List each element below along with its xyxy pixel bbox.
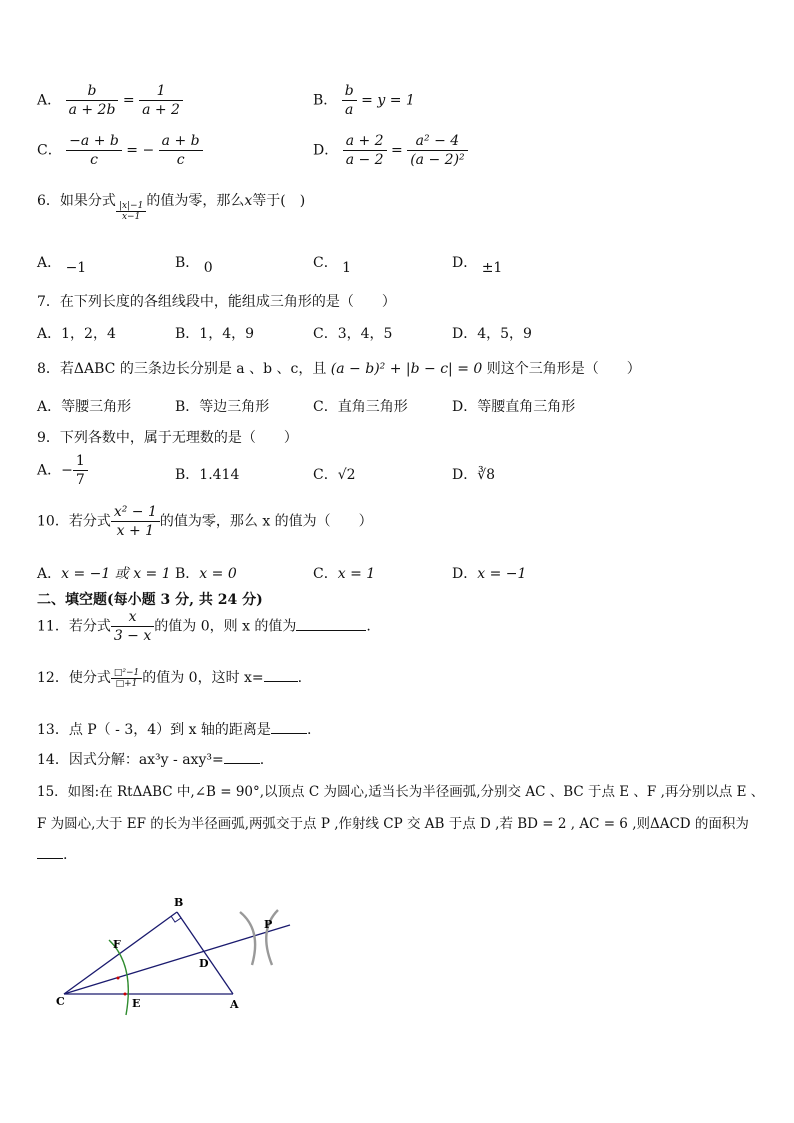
ray-cp <box>64 925 290 994</box>
q9-option-c: C．√2 <box>313 467 356 483</box>
q6-option-b: B． 0 <box>175 255 213 276</box>
q12-stem: 12．使分式 $\frac{\text{□²−1}}{□+1}$ 的值为 0，这时 x= . <box>37 667 303 689</box>
fraction: $\frac{\text{□²−1}}{□+1}$ <box>111 668 142 689</box>
q8-stem: 8．若ΔABC 的三条边长分别是 a 、b 、c，且 (a − b)² + |b − c| = 0 则这个三角形是（ ） <box>37 361 641 377</box>
q6-option-a: A． −1 <box>37 255 87 276</box>
triangle-figure <box>40 890 310 1030</box>
fraction: $\frac{x}{3 - x}$ <box>111 608 154 645</box>
q7-option-c: C．3，4，5 <box>313 326 393 342</box>
q7-option-b: B．1，4，9 <box>175 326 255 342</box>
fraction: $\frac{a + b}{c}$ <box>159 132 203 169</box>
fraction: $\frac{\text{x² − 1}}{x + 1}$ <box>111 503 160 540</box>
answer-blank[interactable] <box>264 669 298 682</box>
fraction: $\frac{1}{7}$ <box>73 452 88 489</box>
answer-blank[interactable] <box>271 721 307 734</box>
q15-line-3: . <box>37 846 67 863</box>
fraction: $\frac{b}{a}$ <box>342 82 357 119</box>
fraction: $\frac{|x|-1}{x-1}$ <box>116 201 146 222</box>
svg-text:A: A <box>230 998 239 1011</box>
answer-blank[interactable] <box>37 846 63 859</box>
svg-text:P: P <box>264 918 273 931</box>
answer-blank[interactable] <box>296 618 366 631</box>
svg-text:F: F <box>113 938 121 951</box>
side-ba <box>177 912 233 994</box>
q8-option-b: B．等边三角形 <box>175 399 270 415</box>
right-angle-mark <box>171 916 181 922</box>
q15-line-2: F 为圆心,大于 EF 的长为半径画弧,两弧交于点 P ,作射线 CP 交 AB 于点 D ,若 BD = 2 , AC = 6 ,则ΔACD 的面积为 <box>37 816 749 832</box>
q7-option-d: D．4，5，9 <box>452 326 532 342</box>
q8-option-c: C．直角三角形 <box>313 399 408 415</box>
side-cb <box>64 912 177 994</box>
q10-option-a: A．x = −1 或 x = 1 <box>37 566 171 582</box>
fraction: $\frac{a + 2}{a - 2}$ <box>343 132 387 169</box>
q9-stem: 9．下列各数中，属于无理数的是（ ） <box>37 430 298 446</box>
q9-option-d: D．∛8 <box>452 467 496 483</box>
svg-text:D: D <box>199 957 209 970</box>
fraction: $\frac{1}{a + 2}$ <box>139 82 183 119</box>
point-e <box>124 993 127 996</box>
q9-option-a: A．− $\frac{1}{7}$ <box>37 452 88 489</box>
q10-option-b: B．x = 0 <box>175 566 237 582</box>
q7-option-a: A．1，2，4 <box>37 326 116 342</box>
q5-option-c: C． $\frac{-a + b}{c}$ = − $\frac{a + b}{c}$ <box>37 132 203 169</box>
answer-blank[interactable] <box>224 751 260 764</box>
q10-option-c: C．x = 1 <box>313 566 376 582</box>
q6-stem: 6．如果分式 $\frac{|x|-1}{x-1}$ 的值为零，那么x等于( ) <box>37 193 306 222</box>
fraction: $\frac{b}{a + 2b}$ <box>66 82 119 119</box>
q6-option-d: D． ±1 <box>452 255 503 276</box>
fraction: $\frac{-a + b}{c}$ <box>66 132 122 169</box>
q5-option-a: A． $\frac{b}{a + 2b}$ = $\frac{1}{a + 2}$ <box>37 82 183 119</box>
q10-option-d: D．x = −1 <box>452 566 527 582</box>
q9-option-b: B．1.414 <box>175 467 240 483</box>
svg-text:E: E <box>132 997 141 1010</box>
q14-stem: 14．因式分解：ax³y - axy³= . <box>37 752 265 768</box>
svg-text:B: B <box>174 896 184 909</box>
q5-option-b: B． $\frac{b}{a}$ = y = 1 <box>313 83 415 118</box>
point-f <box>117 977 120 980</box>
q11-stem: 11．若分式 $\frac{x}{3 - x}$ 的值为 0，则 x 的值为 . <box>37 609 371 644</box>
q8-option-d: D．等腰直角三角形 <box>452 399 576 415</box>
q13-stem: 13．点 P（ - 3，4）到 x 轴的距离是 . <box>37 722 312 738</box>
q5-option-d: D． $\frac{a + 2}{a - 2}$ = $\frac{\text{a² − 4}}{\text{(a − 2)²}}$ <box>313 132 468 169</box>
q10-stem: 10．若分式 $\frac{\text{x² − 1}}{x + 1}$ 的值为零，那么 x 的值为（ ） <box>37 504 373 539</box>
q6-option-c: C． 1 <box>313 255 352 276</box>
q15-line-1: 15．如图:在 RtΔABC 中,∠B = 90°,以顶点 C 为圆心,适当长为半径画弧,分别交 AC 、BC 于点 E 、F ,再分别以点 E 、 <box>37 784 765 800</box>
fraction: $\frac{\text{a² − 4}}{\text{(a − 2)²}}$ <box>407 132 467 169</box>
svg-text:C: C <box>56 995 65 1008</box>
section-title: 二、填空题(每小题 3 分, 共 24 分) <box>37 592 263 608</box>
q8-option-a: A．等腰三角形 <box>37 399 132 415</box>
q7-stem: 7．在下列长度的各组线段中，能组成三角形的是（ ） <box>37 294 396 310</box>
